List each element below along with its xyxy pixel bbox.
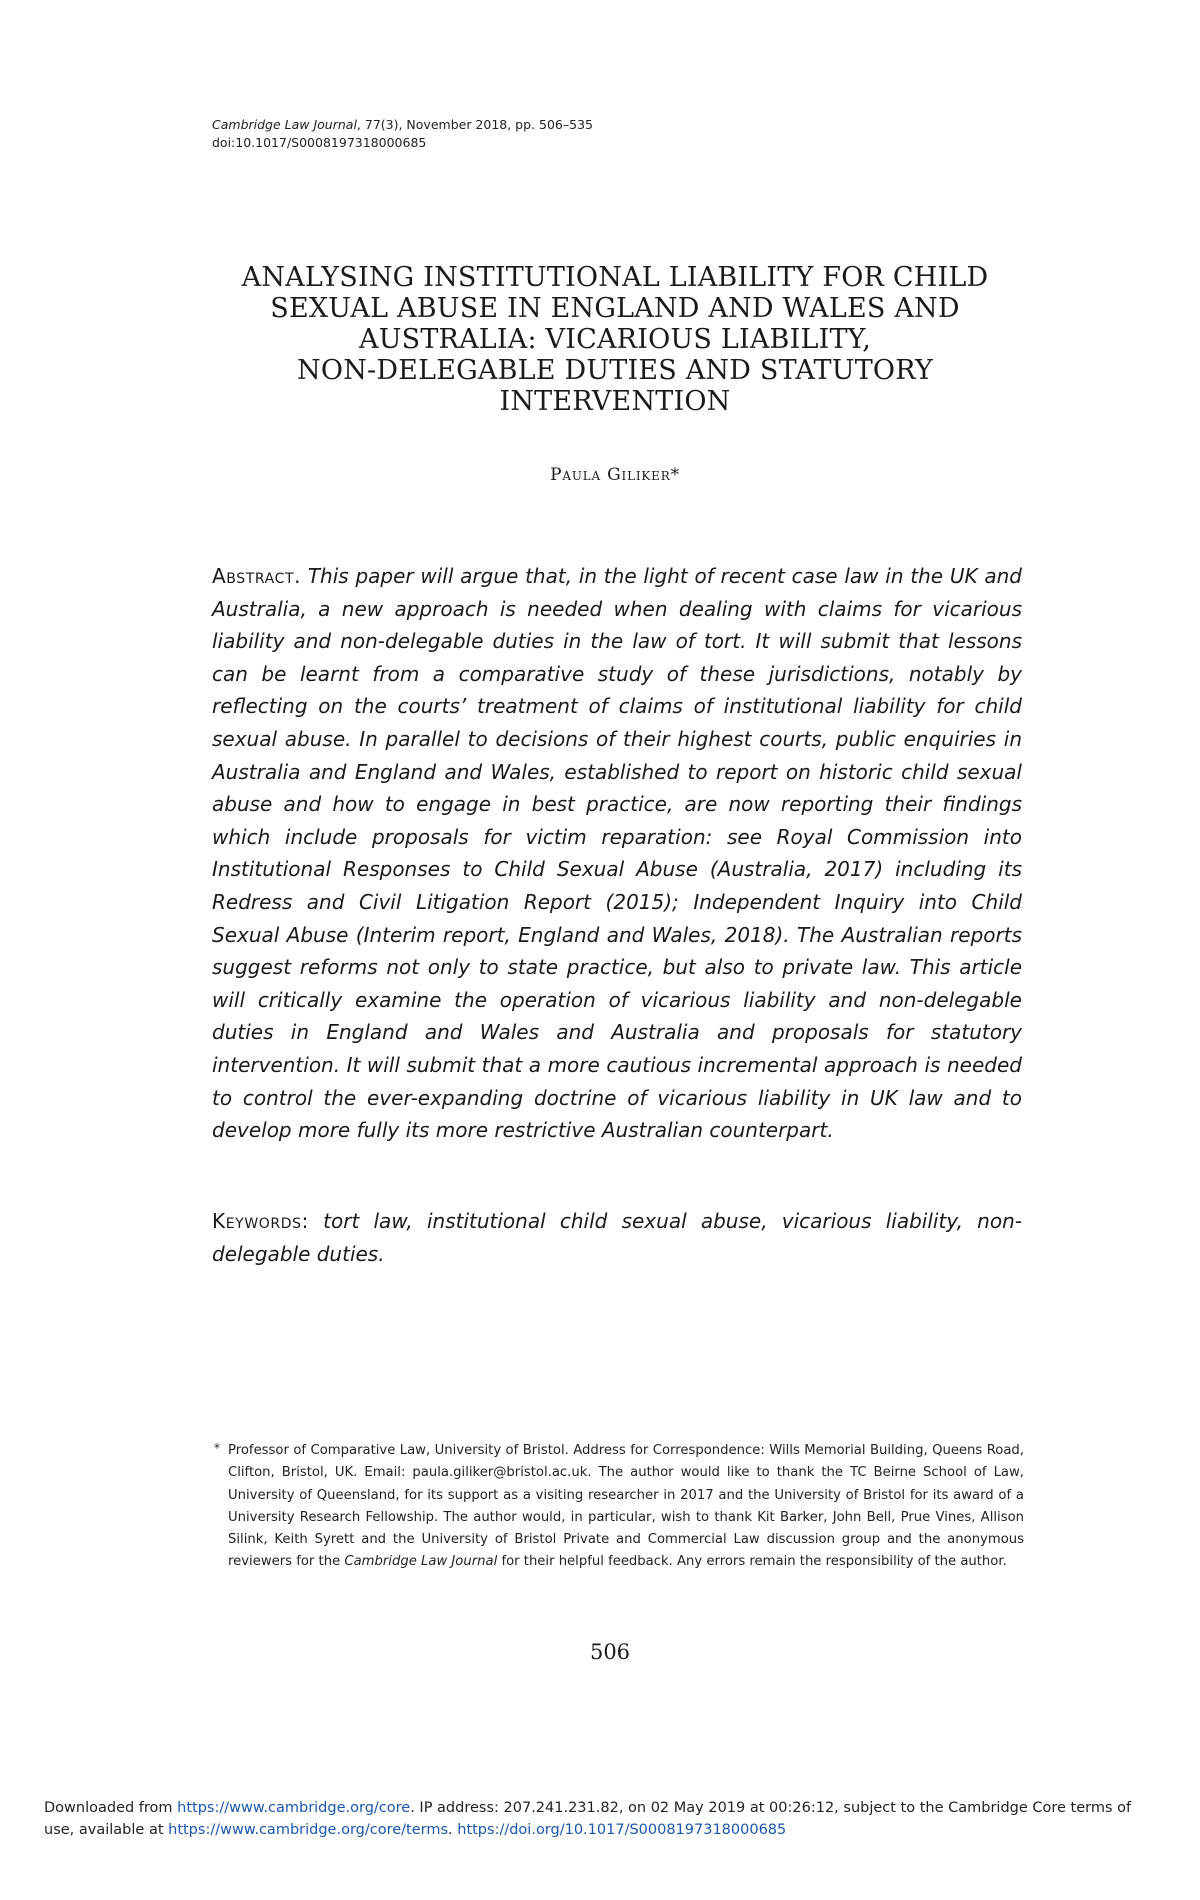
article-title [200,262,1030,417]
cambridge-core-link[interactable]: https://www.cambridge.org/core [177,1800,411,1816]
title-line: AUSTRALIA: VICARIOUS LIABILITY, [359,324,871,355]
download-notice [44,1797,1164,1841]
page-number: 506 [589,1640,631,1664]
footnote-text-end: for their helpful feedback. Any errors remain the responsibility of the author. [497,1554,1007,1570]
download-middle: . IP address: 207.241.231.82, on 02 May 2019 at 00:26:12, subject to the Cambridge Core terms of use, available at [44,1800,1132,1838]
title-line: SEXUAL ABUSE IN ENGLAND AND WALES AND [270,293,960,324]
footnote-mark: * [214,1441,220,1455]
download-prefix: Downloaded from [44,1800,178,1816]
author-name: Paula Giliker* [550,465,680,485]
title-line: ANALYSING INSTITUTIONAL LIABILITY FOR CHILD [241,262,989,293]
doi-link[interactable]: https://doi.org/10.1017/S0008197318000685 [457,1822,787,1838]
title-line: INTERVENTION [499,386,731,417]
footnote-text: Professor of Comparative Law, University of Bristol. Address for Correspondence: Wills Memorial Building, Queens Road, Clifton, Bristol, UK. Email: paula.giliker@bristol.ac.uk. The author would like to thank the TC Beirne School of Law, University of Queensland, for its support as a visiting researcher in 2017 and the University of Bristol for its award of a University Research Fellowship. The author would, in particular, wish to thank Kit Barker, John Bell, Prue Vines, Allison Silink, Keith Syrett and the University of Bristol Private and Commercial Law discussion group and the anonymous reviewers for the [228,1443,1024,1570]
citation-header [212,116,593,152]
download-sep: . [448,1822,458,1838]
terms-link[interactable]: https://www.cambridge.org/core/terms [168,1822,449,1838]
keywords [212,1205,1022,1270]
footnote [214,1440,1024,1574]
journal-name: Cambridge Law Journal [212,117,357,132]
keywords-label: Keywords: [212,1209,309,1233]
doi: doi:10.1017/S0008197318000685 [212,135,427,150]
abstract-label: Abstract. [212,564,302,588]
title-line: NON-DELEGABLE DUTIES AND STATUTORY [297,355,933,386]
abstract-text: This paper will argue that, in the light of recent case law in the UK and Australia, a new approach is needed when dealing with claims for vicarious liability and non-delegable duties in the law of tort. It will submit that lessons can be learnt from a comparative study of these jurisdictions, notably by reflecting on the courts’ treatment of claims of institutional liability for child sexual abuse. In parallel to decisions of their highest courts, public enquiries in Australia and England and Wales, established to report on historic child sexual abuse and how to engage in best practice, are now reporting their findings which include proposals for victim reparation: see Royal Commission into Institutional Responses to Child Sexual Abuse (Australia, 2017) including its Redress and Civil Litigation Report (2015); Independent Inquiry into Child Sexual Abuse (Interim report, England and Wales, 2018). The Australian reports suggest reforms not only to state practice, but also to private law. This article will critically examine the operation of vicarious liability and non-delegable duties in England and Wales and Australia and proposals for statutory intervention. It will submit that a more cautious incremental approach is needed to control the ever-expanding doctrine of vicarious liability in UK law and to develop more fully its more restrictive Australian counterpart. [212,564,1022,1143]
abstract [212,560,1022,1147]
citation-details: , 77(3), November 2018, pp. 506–535 [356,117,593,132]
keywords-text: tort law, institutional child sexual abuse, vicarious liability, non-delegable duties. [212,1209,1022,1266]
footnote-journal: Cambridge Law Journal [344,1554,498,1570]
citation-line [212,116,593,134]
